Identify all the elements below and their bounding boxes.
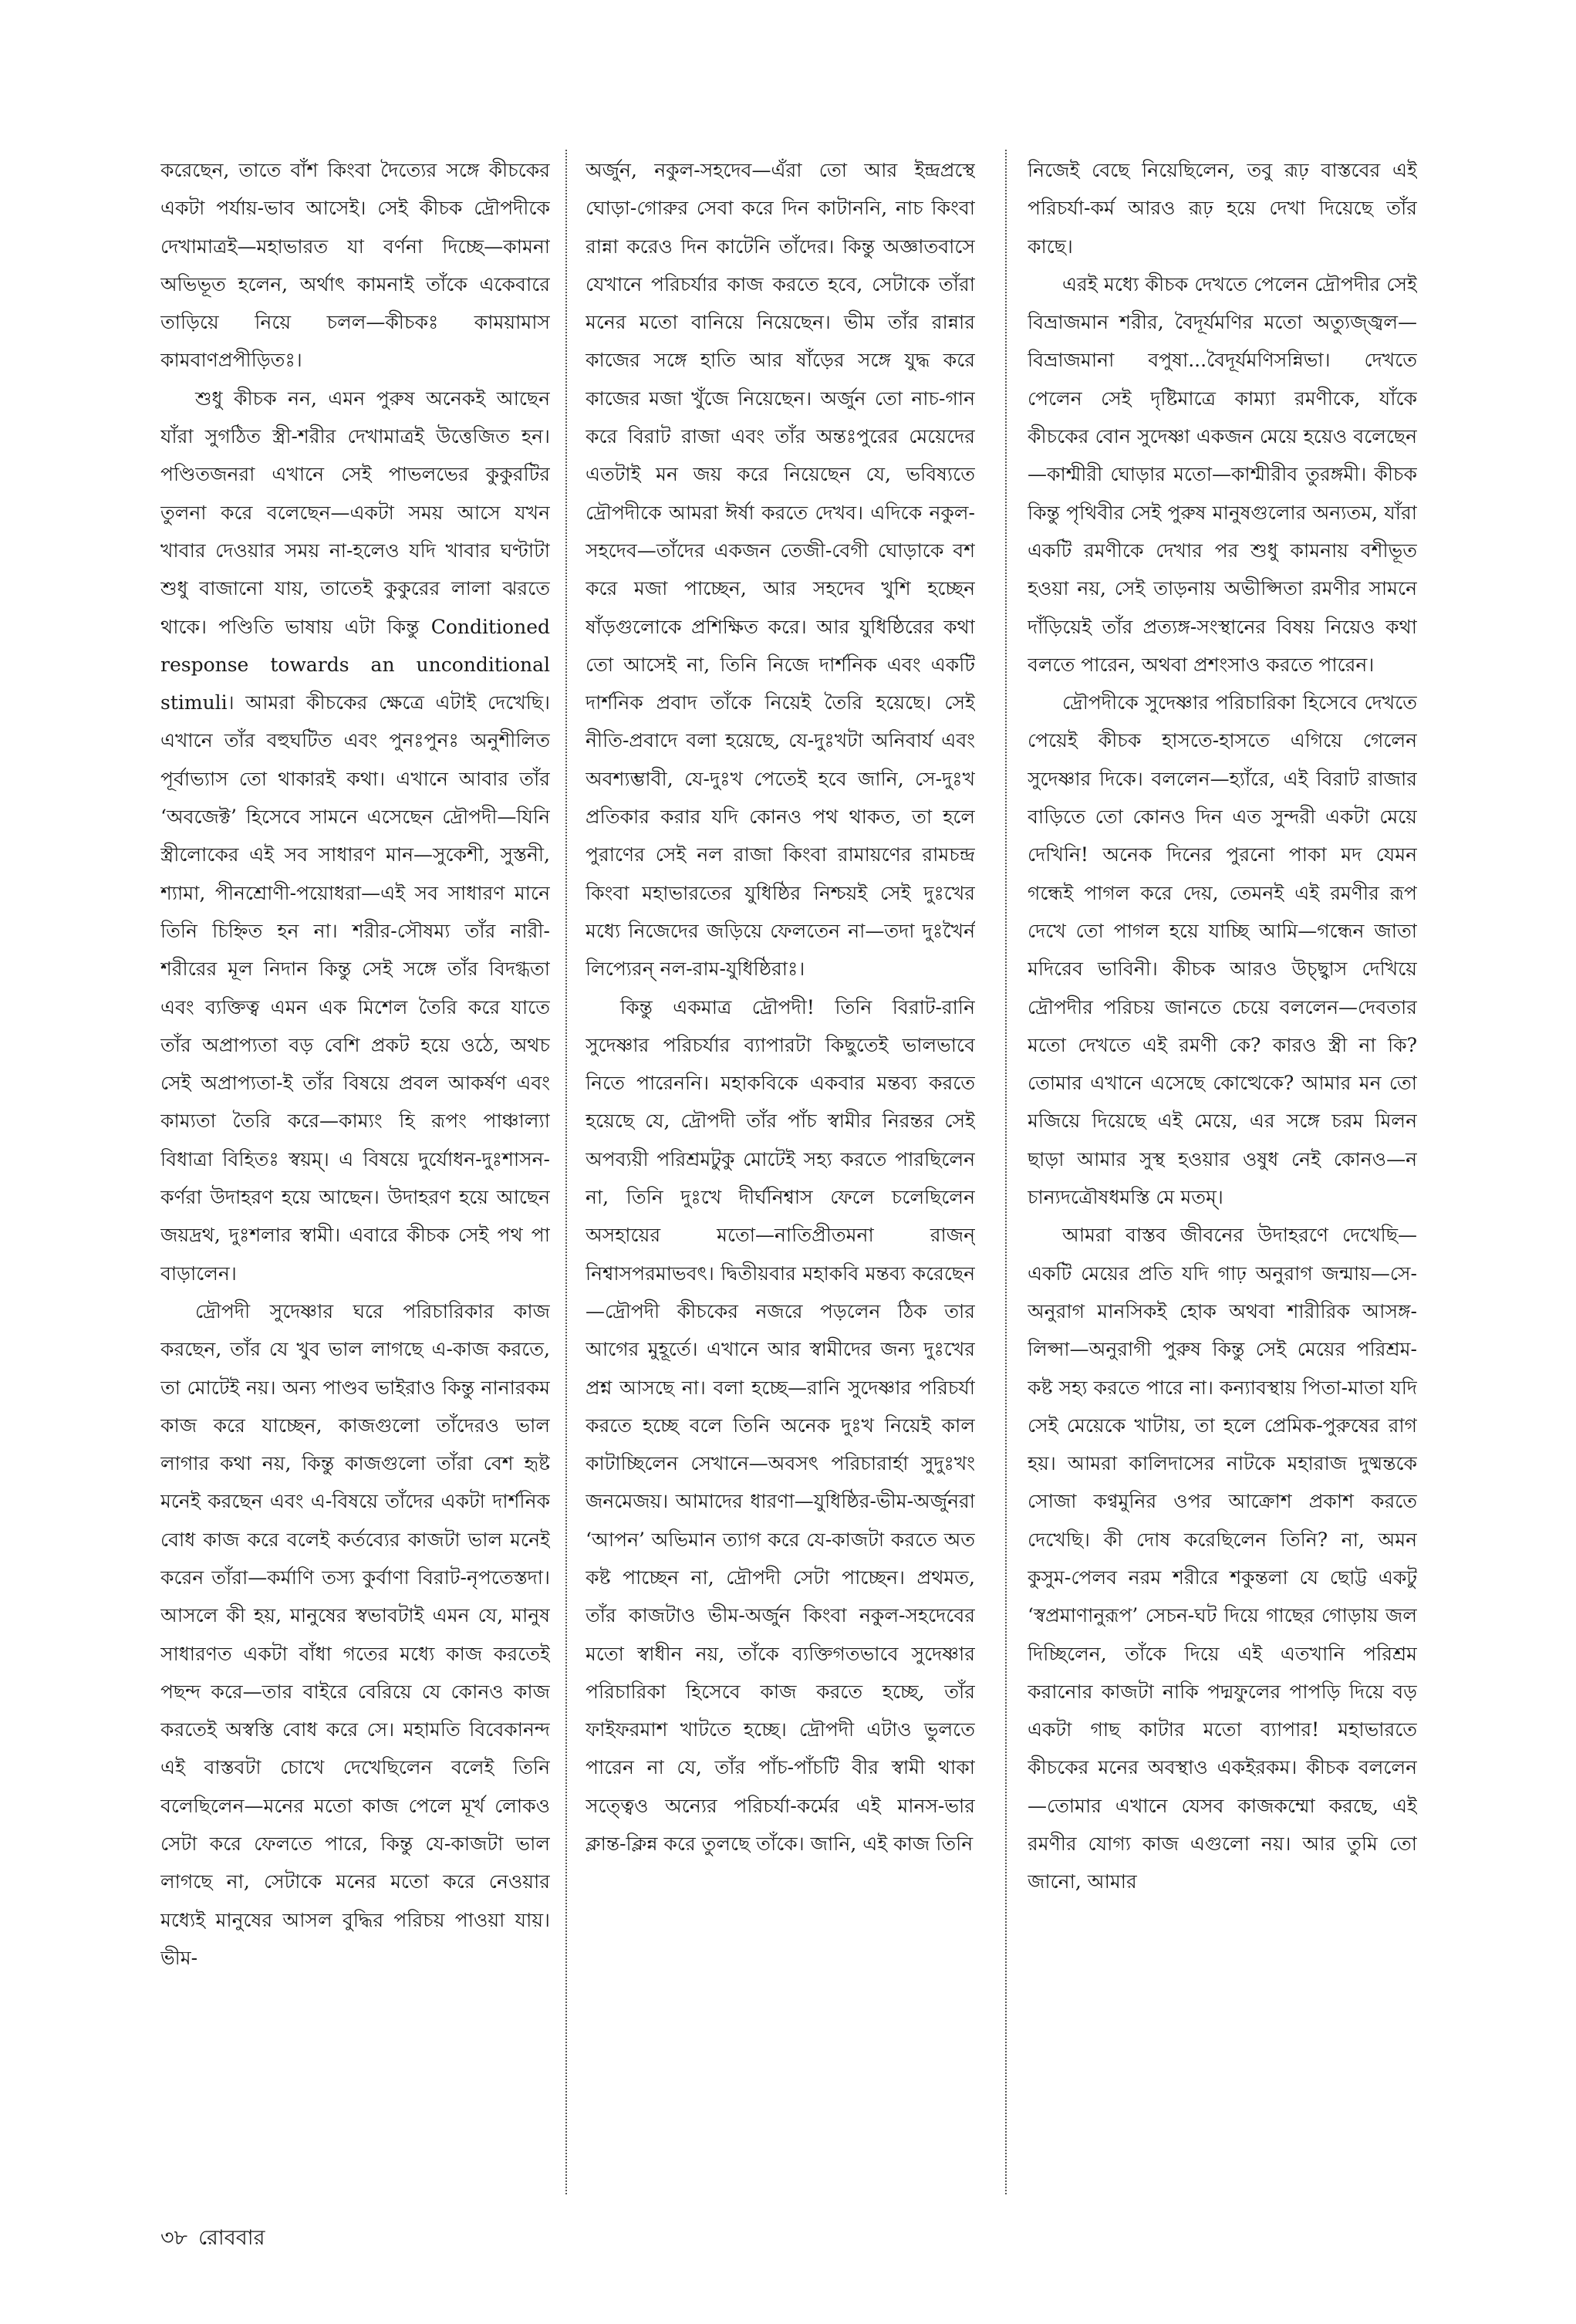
paragraph: নিজেই বেছে নিয়েছিলেন, তবু রূঢ় বাস্তবের এই পরিচর্যা-কর্ম আরও রূঢ় হয়ে দেখা দিয়েছে তাঁর কাছে। [1028,159,1417,258]
paragraph: করেছেন, তাতে বাঁশ কিংবা দৈত্যের সঙ্গে কীচকের একটা পর্যায়-ভাব আসেই। সেই কীচক দ্রৌপদীকে দেখামাত্রই—মহাভারত যা বর্ণনা দিচ্ছে—কামনা অভিভূত হলেন, অর্থাৎ কামনাই তাঁকে একেবারে তাড়িয়ে নিয়ে চলল—কীচকঃ কাময়ামাস কামবাণপ্রপীড়িতঃ। [160,159,550,372]
paragraph: এরই মধ্যে কীচক দেখতে পেলেন দ্রৌপদীর সেই বিভ্রাজমান শরীর, বৈদূর্যমণির মতো অত্যুজ্জ্বল—বিভ্রাজমানা বপুষা...বৈদূর্যমণিসন্নিভা। দেখতে পেলেন সেই দৃষ্টিমাত্রে কাম্যা রমণীকে, যাঁকে কীচকের বোন সুদেষ্ণা একজন মেয়ে হয়েও বলেছেন—কাশ্মীরী ঘোড়ার মতো—কাশ্মীরীব তুরঙ্গমী। কীচক কিন্তু পৃথিবীর সেই পুরুষ মানুষগুলোর অন্যতম, যাঁরা একটি রমণীকে দেখার পর শুধু কামনায় বশীভূত হওয়া নয়, সেই তাড়নায় অভীপ্সিতা রমণীর সামনে দাঁড়িয়েই তাঁর প্রত্যঙ্গ-সংস্থানের বিষয় নিয়েও কথা বলতে পারেন, অথবা প্রশংসাও করতে পারেন। [1028,272,1417,676]
text-column-3 [1028,151,1417,2173]
paragraph: আমরা বাস্তব জীবনের উদাহরণে দেখেছি—একটি মেয়ের প্রতি যদি গাঢ় অনুরাগ জন্মায়—সে-অনুরাগ মানসিকই হোক অথবা শারীরিক আসঙ্গ-লিপ্সা—অনুরাগী পুরুষ কিন্তু সেই মেয়ের পরিশ্রম-কষ্ট সহ্য করতে পারে না। কন্যাবস্থায় পিতা-মাতা যদি সেই মেয়েকে খাটায়, তা হলে প্রেমিক-পুরুষের রাগ হয়। আমরা কালিদাসের নাটকে মহারাজ দুষ্মন্তকে সোজা কণ্বমুনির ওপর আক্রোশ প্রকাশ করতে দেখেছি। কী দোষ করেছিলেন তিনি? না, অমন কুসুম-পেলব নরম শরীরে শকুন্তলা যে ছোট্ট একটু ‘স্বপ্রমাণানুরূপ’ সেচন-ঘট দিয়ে গাছের গোড়ায় জল দিচ্ছিলেন, তাঁকে দিয়ে এই এতখানি পরিশ্রম করানোর কাজটা নাকি পদ্মফুলের পাপড়ি দিয়ে বড় একটা গাছ কাটার মতো ব্যাপার! মহাভারতে কীচকের মনের অবস্থাও একইরকম। কীচক বললেন—তোমার এখানে যেসব কাজকম্মো করছে, এই রমণীর যোগ্য কাজ এগুলো নয়। আর তুমি তো জানো, আমার [1028,1224,1417,1893]
column-divider [1005,150,1007,2194]
column-divider [565,150,567,2194]
text-column-2 [586,151,975,2173]
text-column-1 [160,151,550,2173]
magazine-name: রোববার [198,2226,265,2250]
paragraph: কিন্তু একমাত্র দ্রৌপদী! তিনি বিরাট-রানি সুদেষ্ণার পরিচর্যার ব্যাপারটা কিছুতেই ভালভাবে নিতে পারেননি। মহাকবিকে একবার মন্তব্য করতে হয়েছে যে, দ্রৌপদী তাঁর পাঁচ স্বামীর নিরন্তর সেই অপব্যয়ী পরিশ্রমটুকু মোটেই সহ্য করতে পারছিলেন না, তিনি দুঃখে দীর্ঘনিশ্বাস ফেলে চলেছিলেন অসহায়ের মতো—নাতিপ্রীতমনা রাজন্ নিশ্বাসপরমাভবৎ। দ্বিতীয়বার মহাকবি মন্তব্য করেছেন—দ্রৌপদী কীচকের নজরে পড়লেন ঠিক তার আগের মুহূর্তে। এখানে আর স্বামীদের জন্য দুঃখের প্রশ্ন আসছে না। বলা হচ্ছে—রানি সুদেষ্ণার পরিচর্যা করতে হচ্ছে বলে তিনি অনেক দুঃখ নিয়েই কাল কাটাচ্ছিলেন সেখানে—অবসৎ পরিচারার্হা সুদুঃখং জনমেজয়। আমাদের ধারণা—যুধিষ্ঠির-ভীম-অর্জুনরা ‘আপন’ অভিমান ত্যাগ করে যে-কাজটা করতে অত কষ্ট পাচ্ছেন না, দ্রৌপদী সেটা পাচ্ছেন। প্রথমত, তাঁর কাজটাও ভীম-অর্জুন কিংবা নকুল-সহদেবের মতো স্বাধীন নয়, তাঁকে ব্যক্তিগতভাবে সুদেষ্ণার পরিচারিকা হিসেবে কাজ করতে হচ্ছে, তাঁর ফাইফরমাশ খাটতে হচ্ছে। দ্রৌপদী এটাও ভুলতে পারেন না যে, তাঁর পাঁচ-পাঁচটি বীর স্বামী থাকা সত্ত্বেও অন্যের পরিচর্যা-কর্মের এই মানস-ভার ক্লান্ত-ক্লিন্ন করে তুলছে তাঁকে। জানি, এই কাজ তিনি [586,995,975,1856]
page-footer [160,2222,265,2257]
paragraph: শুধু কীচক নন, এমন পুরুষ অনেকই আছেন যাঁরা সুগঠিত স্ত্রী-শরীর দেখামাত্রই উত্তেজিত হন। পণ্ডিতজনরা এখানে সেই পাভলভের কুকুরটির তুলনা করে বলেছেন—একটা সময় আসে যখন খাবার দেওয়ার সময় না-হলেও যদি খাবার ঘণ্টাটা শুধু বাজানো যায়, তাতেই কুকুরের লালা ঝরতে থাকে। পণ্ডিতি ভাষায় এটা কিন্তু Conditioned response towards an unconditional stimuli। আমরা কীচকের ক্ষেত্রে এটাই দেখেছি। এখানে তাঁর বহুঘটিত এবং পুনঃপুনঃ অনুশীলিত পূর্বাভ্যাস তো থাকারই কথা। এখানে আবার তাঁর ‘অবজেক্ট’ হিসেবে সামনে এসেছেন দ্রৌপদী—যিনি স্ত্রীলোকের এই সব সাধারণ মান—সুকেশী, সুস্তনী, শ্যামা, পীনশ্রোণী-পয়োধরা—এই সব সাধারণ মানে তিনি চিহ্নিত হন না। শরীর-সৌষম্য তাঁর নারী-শরীরের মূল নিদান কিন্তু সেই সঙ্গে তাঁর বিদগ্ধতা এবং ব্যক্তিত্ব এমন এক মিশেল তৈরি করে যাতে তাঁর অপ্রাপ্যতা বড় বেশি প্রকট হয়ে ওঠে, অথচ সেই অপ্রাপ্যতা-ই তাঁর বিষয়ে প্রবল আকর্ষণ এবং কাম্যতা তৈরি করে—কাম্যং হি রূপং পাঞ্চাল্যা বিধাত্রা বিহিতঃ স্বয়ম্। এ বিষয়ে দুর্যোধন-দুঃশাসন-কর্ণরা উদাহরণ হয়ে আছেন। উদাহরণ হয়ে আছেন জয়দ্রথ, দুঃশলার স্বামী। এবারে কীচক সেই পথ পা বাড়ালেন। [160,387,550,1285]
page-number: ৩৮ [160,2226,188,2250]
paragraph: অর্জুন, নকুল-সহদেব—এঁরা তো আর ইন্দ্রপ্রস্থে ঘোড়া-গোরুর সেবা করে দিন কাটাননি, নাচ কিংবা রান্না করেও দিন কাটেনি তাঁদের। কিন্তু অজ্ঞাতবাসে যেখানে পরিচর্যার কাজ করতে হবে, সেটাকে তাঁরা মনের মতো বানিয়ে নিয়েছেন। ভীম তাঁর রান্নার কাজের সঙ্গে হাতি আর ষাঁড়ের সঙ্গে যুদ্ধ করে কাজের মজা খুঁজে নিয়েছেন। অর্জুন তো নাচ-গান করে বিরাট রাজা এবং তাঁর অন্তঃপুরের মেয়েদের এতটাই মন জয় করে নিয়েছেন যে, ভবিষ্যতে দ্রৌপদীকে আমরা ঈর্ষা করতে দেখব। এদিকে নকুল-সহদেব—তাঁদের একজন তেজী-বেগী ঘোড়াকে বশ করে মজা পাচ্ছেন, আর সহদেব খুশি হচ্ছেন ষাঁড়গুলোকে প্রশিক্ষিত করে। আর যুধিষ্ঠিরের কথা তো আসেই না, তিনি নিজে দার্শনিক এবং একটি দার্শনিক প্রবাদ তাঁকে নিয়েই তৈরি হয়েছে। সেই নীতি-প্রবাদে বলা হয়েছে, যে-দুঃখটা অনিবার্য এবং অবশ্যম্ভাবী, যে-দুঃখ পেতেই হবে জানি, সে-দুঃখ প্রতিকার করার যদি কোনও পথ থাকত, তা হলে পুরাণের সেই নল রাজা কিংবা রামায়ণের রামচন্দ্র কিংবা মহাভারতের যুধিষ্ঠির নিশ্চয়ই সেই দুঃখের মধ্যে নিজেদের জড়িয়ে ফেলতেন না—তদা দুঃখৈর্ন লিপ্যেরন্ নল-রাম-যুধিষ্ঠিরাঃ। [586,159,975,981]
paragraph: দ্রৌপদীকে সুদেষ্ণার পরিচারিকা হিসেবে দেখতে পেয়েই কীচক হাসতে-হাসতে এগিয়ে গেলেন সুদেষ্ণার দিকে। বললেন—হ্যাঁরে, এই বিরাট রাজার বাড়িতে তো কোনও দিন এত সুন্দরী একটা মেয়ে দেখিনি! অনেক দিনের পুরনো পাকা মদ যেমন গন্ধেই পাগল করে দেয়, তেমনই এই রমণীর রূপ দেখে তো পাগল হয়ে যাচ্ছি আমি—গন্ধেন জাতা মদিরেব ভাবিনী। কীচক আরও উচ্ছ্বাস দেখিয়ে দ্রৌপদীর পরিচয় জানতে চেয়ে বললেন—দেবতার মতো দেখতে এই রমণী কে? কারও স্ত্রী না কি? তোমার এখানে এসেছে কোত্থেকে? আমার মন তো মজিয়ে দিয়েছে এই মেয়ে, এর সঙ্গে চরম মিলন ছাড়া আমার সুস্থ হওয়ার ওষুধ নেই কোনও—ন চান্যদত্রৌষধমস্তি মে মতম্। [1028,691,1417,1209]
paragraph: দ্রৌপদী সুদেষ্ণার ঘরে পরিচারিকার কাজ করছেন, তাঁর যে খুব ভাল লাগছে এ-কাজ করতে, তা মোটেই নয়। অন্য পাণ্ডব ভাইরাও কিন্তু নানারকম কাজ করে যাচ্ছেন, কাজগুলো তাঁদেরও ভাল লাগার কথা নয়, কিন্তু কাজগুলো তাঁরা বেশ হৃষ্ট মনেই করছেন এবং এ-বিষয়ে তাঁদের একটা দার্শনিক বোধ কাজ করে বলেই কর্তব্যের কাজটা ভাল মনেই করেন তাঁরা—কর্মাণি তস্য কুর্বাণা বিরাট-নৃপতেস্তদা। আসলে কী হয়, মানুষের স্বভাবটাই এমন যে, মানুষ সাধারণত একটা বাঁধা গতের মধ্যে কাজ করতেই পছন্দ করে—তার বাইরে বেরিয়ে যে কোনও কাজ করতেই অস্বস্তি বোধ করে সে। মহামতি বিবেকানন্দ এই বাস্তবটা চোখে দেখেছিলেন বলেই তিনি বলেছিলেন—মনের মতো কাজ পেলে মূর্খ লোকও সেটা করে ফেলতে পারে, কিন্তু যে-কাজটা ভাল লাগছে না, সেটাকে মনের মতো করে নেওয়ার মধ্যেই মানুষের আসল বুদ্ধির পরিচয় পাওয়া যায়। ভীম- [160,1299,550,1969]
